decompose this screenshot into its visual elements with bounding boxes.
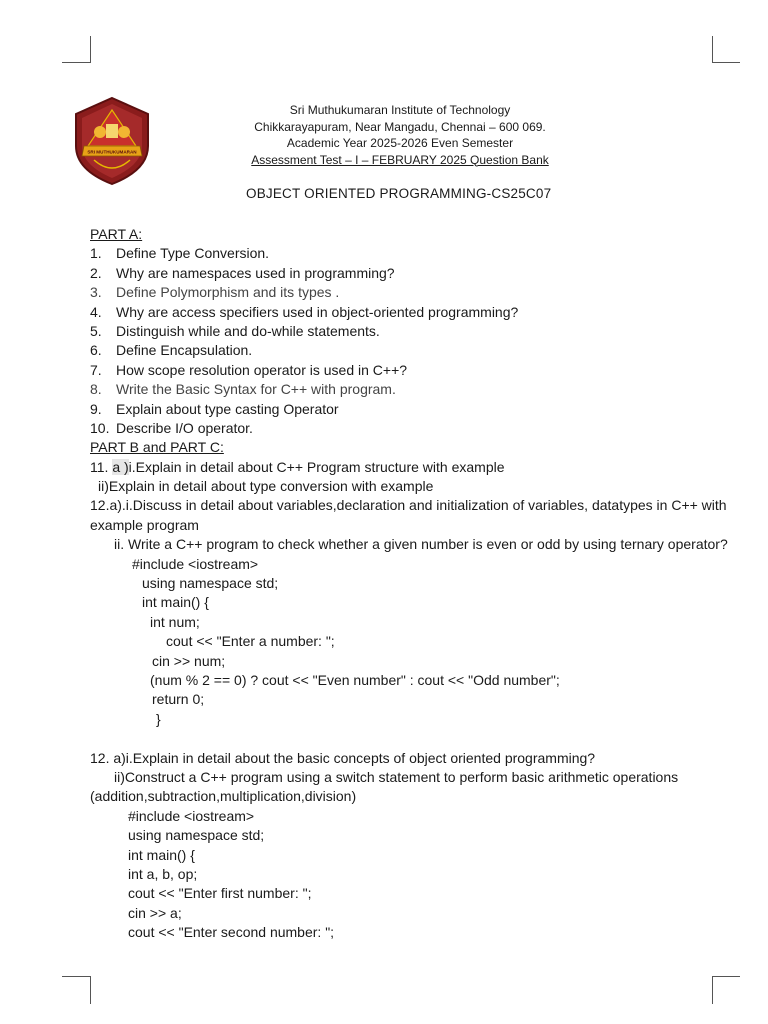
crop-mark-bottom-right-v (712, 976, 713, 1004)
crop-mark-top-left-h (62, 62, 90, 63)
part-bc-heading: PART B and PART C: (90, 439, 224, 456)
crop-mark-bottom-left-v (90, 976, 91, 1004)
code-line: cout << "Enter second number: "; (128, 924, 335, 941)
question-12c: 12. a)i.Explain in detail about the basic concepts of object oriented programming? (90, 749, 596, 766)
code-line: } (156, 710, 161, 727)
code-line: int a, b, op; (128, 865, 198, 882)
question-12b: ii. Write a C++ program to check whether a given number is even or odd by using ternary operator? (114, 536, 728, 553)
code-line: cout << "Enter a number: "; (166, 633, 335, 650)
question-item: 8. Write the Basic Syntax for C++ with program. (90, 381, 396, 398)
crop-mark-bottom-right-h (712, 976, 740, 977)
assessment-title: Assessment Test – I – FEBRUARY 2025 Question Bank (251, 152, 549, 167)
question-11b: ii)Explain in detail about type conversion with example (98, 478, 434, 495)
question-item: 5. Distinguish while and do-while statements. (90, 322, 380, 339)
code-line: #include <iostream> (132, 555, 259, 572)
code-block-switch (90, 807, 730, 943)
question-item: 10. Describe I/O operator. (90, 419, 253, 436)
code-line: cin >> num; (152, 652, 226, 669)
spacer (90, 729, 730, 748)
question-item: 4. Why are access specifiers used in object-oriented programming? (90, 303, 519, 320)
institution-name: Sri Muthukumaran Institute of Technology (289, 103, 511, 117)
question-item: 7. How scope resolution operator is used in C++? (90, 361, 408, 378)
question-item: 1. Define Type Conversion. (90, 245, 270, 262)
document-header (230, 102, 570, 168)
code-line: using namespace std; (142, 575, 279, 592)
code-line: return 0; (152, 691, 205, 708)
code-line: cout << "Enter first number: "; (128, 885, 312, 902)
crop-mark-bottom-left-h (62, 976, 90, 977)
question-11a: 11. a )i.Explain in detail about C++ Program structure with example (90, 458, 505, 475)
part-a-heading: PART A: (90, 226, 143, 242)
question-item: 9. Explain about type casting Operator (90, 400, 339, 417)
course-title: OBJECT ORIENTED PROGRAMMING-CS25C07 (246, 186, 552, 201)
academic-year: Academic Year 2025-2026 Even Semester (286, 136, 514, 150)
question-12d: ii)Construct a C++ program using a switch statement to perform basic arithmetic operations (addition,subtraction,multiplication,division) (90, 768, 679, 805)
question-12a: 12.a).i.Discuss in detail about variables,declaration and initialization of variables, datatypes in C++ with example program (90, 497, 727, 533)
code-line: cin >> a; (128, 904, 182, 921)
svg-text:SRI MUTHUKUMARAN: SRI MUTHUKUMARAN (87, 149, 137, 155)
crop-mark-top-right-h (712, 62, 740, 63)
question-item: 2. Why are namespaces used in programming? (90, 264, 395, 281)
code-line: int main() { (142, 594, 209, 611)
institution-logo (72, 94, 152, 186)
question-bank (90, 225, 730, 943)
code-line: using namespace std; (128, 827, 265, 844)
code-line: #include <iostream> (128, 807, 255, 824)
highlighted-marker: a ) (112, 458, 129, 475)
crop-mark-top-left-v (90, 36, 91, 63)
code-line: (num % 2 == 0) ? cout << "Even number" : cout << "Odd number"; (150, 672, 560, 689)
crop-mark-top-right-v (712, 36, 713, 63)
institution-address: Chikkarayapuram, Near Mangadu, Chennai – 600 069. (254, 119, 546, 134)
question-item: 6. Define Encapsulation. (90, 342, 253, 359)
code-line: int main() { (128, 846, 195, 863)
part-a-list (90, 244, 730, 438)
code-block-even-odd (90, 555, 730, 730)
question-item: 3. Define Polymorphism and its types . (90, 284, 340, 301)
code-line: int num; (150, 613, 200, 630)
